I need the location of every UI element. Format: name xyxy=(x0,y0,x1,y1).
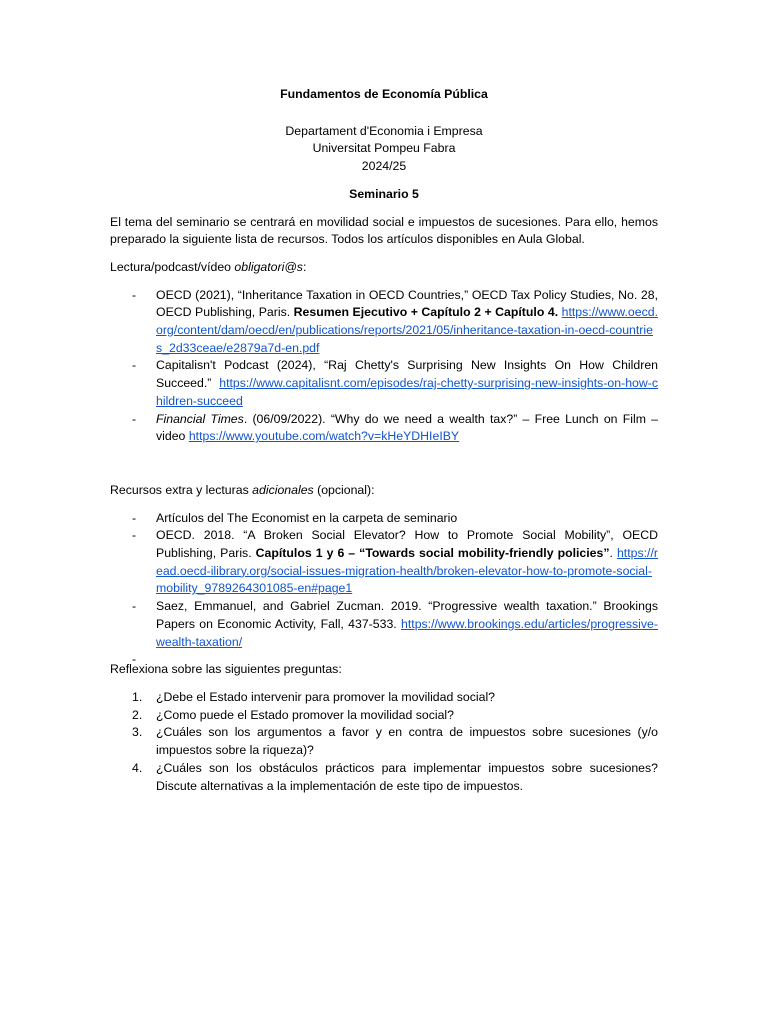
spacer xyxy=(110,446,658,482)
question-text: ¿Debe el Estado intervenir para promover la movilidad social? xyxy=(156,689,496,704)
item-text: OECD. 2018. “A Broken Social Elevator? How to Promote Social Mobility”, OECD Publishing, Paris. xyxy=(156,528,658,561)
brookings-wealth-tax-link[interactable]: https://www.brookings.edu/articles/progressive-wealth-taxation/ xyxy=(156,616,658,649)
extra-label-suffix: (opcional): xyxy=(313,482,375,497)
item-text: Saez, Emmanuel, and Gabriel Zucman. 2019. “Progressive wealth taxation.” Brookings Papers on Economic Activity, Fall, 437-533. xyxy=(156,599,658,631)
question-number: 2. xyxy=(132,707,143,722)
list-item xyxy=(110,357,658,410)
youtube-video-link[interactable]: https://www.youtube.com/watch?v=kHeYDHIeIBY xyxy=(188,429,460,444)
question-number: 4. xyxy=(132,760,143,775)
question-text: ¿Cuáles son los argumentos a favor y en contra de impuestos sobre sucesiones (y/o impuestos sobre la riqueza)? xyxy=(156,725,658,758)
bullet-dash: - xyxy=(132,358,137,373)
list-item xyxy=(110,598,658,651)
academic-year: 2024/25 xyxy=(361,159,407,174)
question-number: 1. xyxy=(132,689,143,704)
item-text: OECD (2021), “Inheritance Taxation in OECD Countries,” OECD Tax Policy Studies, No. 28, OECD Publishing, Paris. xyxy=(156,287,658,320)
list-item xyxy=(110,707,658,725)
university-name: Universitat Pompeu Fabra xyxy=(312,141,456,156)
required-label-prefix: Lectura/podcast/vídeo xyxy=(110,259,235,274)
bullet-dash: - xyxy=(132,599,137,614)
extra-label-italic: adicionales xyxy=(252,482,314,497)
capitalisnt-podcast-link[interactable]: https://www.capitalisnt.com/episodes/raj-chetty-surprising-new-insights-on-how-children-succeed xyxy=(156,376,658,408)
item-text: Artículos del The Economist en la carpeta de seminario xyxy=(156,510,458,525)
question-text: ¿Como puede el Estado promover la movilidad social? xyxy=(156,707,455,722)
required-label-suffix: : xyxy=(302,259,307,274)
list-item xyxy=(110,527,658,598)
bullet-dash: - xyxy=(132,411,137,426)
item-text: . (06/09/2022). “Why do we need a wealth tax?” – Free Lunch on Film – video xyxy=(156,411,658,444)
questions-list xyxy=(110,689,658,795)
item-bold-text: Resumen Ejecutivo + Capítulo 2 + Capítulo 4. xyxy=(293,305,559,320)
document-title: Fundamentos de Economía Pública xyxy=(280,87,488,101)
bullet-dash: - xyxy=(132,652,137,667)
required-resources-list xyxy=(110,287,658,446)
required-label-italic: obligatori@s xyxy=(234,259,303,274)
required-section-label xyxy=(110,259,658,277)
spacer xyxy=(110,651,658,661)
institution-block xyxy=(110,123,658,176)
oecd-social-elevator-link[interactable]: https://read.oecd-ilibrary.org/social-issues-migration-health/broken-elevator-how-to-promote-social-mobility_9789264301085-en#page1 xyxy=(156,546,658,596)
list-item xyxy=(110,510,658,528)
item-italic-text: Financial Times xyxy=(156,411,244,426)
bullet-dash: - xyxy=(132,287,137,302)
document-page xyxy=(110,86,658,795)
list-item xyxy=(110,689,658,707)
oecd-inheritance-link[interactable]: https://www.oecd.org/content/dam/oecd/en/publications/reports/2021/05/inheritance-taxation-in-oecd-countries_2d33ceae/e2879a7d-en.pdf xyxy=(156,305,658,355)
list-item xyxy=(110,760,658,795)
bullet-dash: - xyxy=(132,528,137,543)
item-bold-text: Capítulos 1 y 6 – “Towards social mobility-friendly policies” xyxy=(255,546,610,561)
question-number: 3. xyxy=(132,725,143,740)
questions-label: Reflexiona sobre las siguientes preguntas: xyxy=(110,662,342,677)
item-text: Capitalisn't Podcast (2024), “Raj Chetty's Surprising New Insights On How Children Succeed.” xyxy=(156,358,658,391)
bullet-dash: - xyxy=(132,510,137,525)
extra-section-label xyxy=(110,482,658,500)
list-item xyxy=(110,287,658,358)
question-text: ¿Cuáles son los obstáculos prácticos para implementar impuestos sobre sucesiones? Discute alternativas a la implementación de este tipo de impuestos. xyxy=(156,760,658,793)
seminar-heading: Seminario 5 xyxy=(349,186,419,201)
department-name: Departament d'Economia i Empresa xyxy=(285,123,483,138)
list-item xyxy=(110,724,658,759)
extra-resources-list xyxy=(110,510,658,667)
extra-label-prefix: Recursos extra y lecturas xyxy=(110,482,253,497)
list-item xyxy=(110,411,658,446)
item-text-after: . xyxy=(609,546,613,561)
intro-paragraph: El tema del seminario se centrará en movilidad social e impuestos de sucesiones. Para ello, hemos preparado la siguiente lista de recursos. Todos los artículos disponibles en Aula Global. xyxy=(110,214,658,247)
